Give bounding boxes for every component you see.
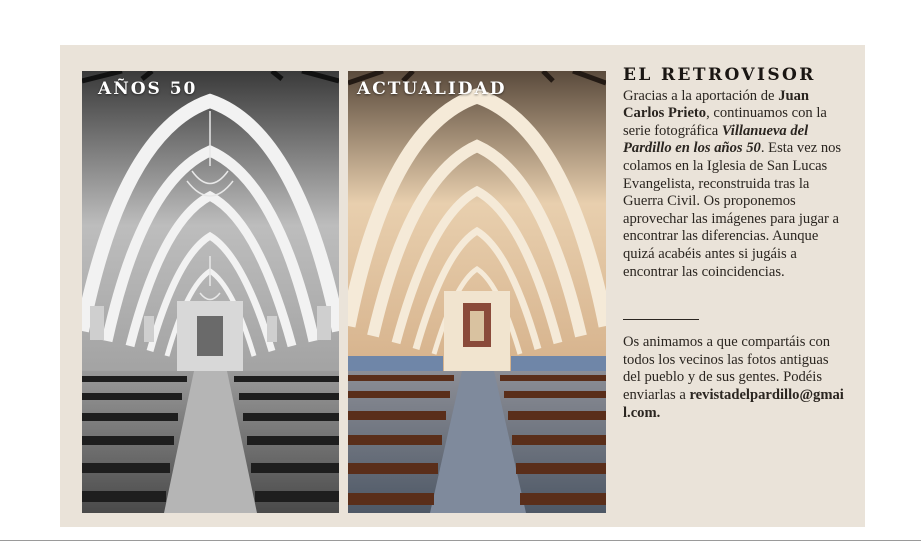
section-heading: EL RETROVISOR: [623, 65, 816, 85]
contact-email[interactable]: revistadelpardillo@gmail.com.: [623, 386, 844, 421]
page-bottom-rule: [0, 540, 921, 541]
church-photo-1950s: [82, 71, 339, 513]
intro-paragraph: [623, 88, 848, 282]
contributor-name: Juan Carlos Prieto: [623, 87, 810, 122]
church-interior-bw-image: [82, 71, 339, 513]
series-title: Villanueva del Pardillo en los años 50: [623, 122, 809, 157]
intro-text-c: . Esta vez nos colamos en la Iglesia de San Lucas Evangelista, reconstruida tras la Guerra Civil. Os proponemos aprovechar las imágenes para jugar a encontrar las diferencias. Aunque quizá acabéis antes si jugáis a encontrar las coincidencias.: [623, 140, 842, 280]
church-photo-today: [348, 71, 606, 513]
divider: [623, 319, 699, 320]
church-interior-color-image: [348, 71, 606, 513]
invite-text: Os animamos a que compartáis con todos los vecinos las fotos antiguas del pueblo y de sus gentes. Podéis enviarlas a: [623, 334, 831, 403]
intro-text-a: Gracias a la aportación de: [623, 87, 779, 104]
photo-label-today: ACTUALIDAD: [357, 79, 507, 99]
retrovisor-column: [623, 67, 848, 422]
invite-paragraph: [623, 334, 848, 422]
article-panel: [60, 45, 865, 527]
intro-text-b: , continuamos con la serie fotográfica: [623, 105, 827, 139]
photo-label-1950s: AÑOS 50: [98, 79, 198, 99]
